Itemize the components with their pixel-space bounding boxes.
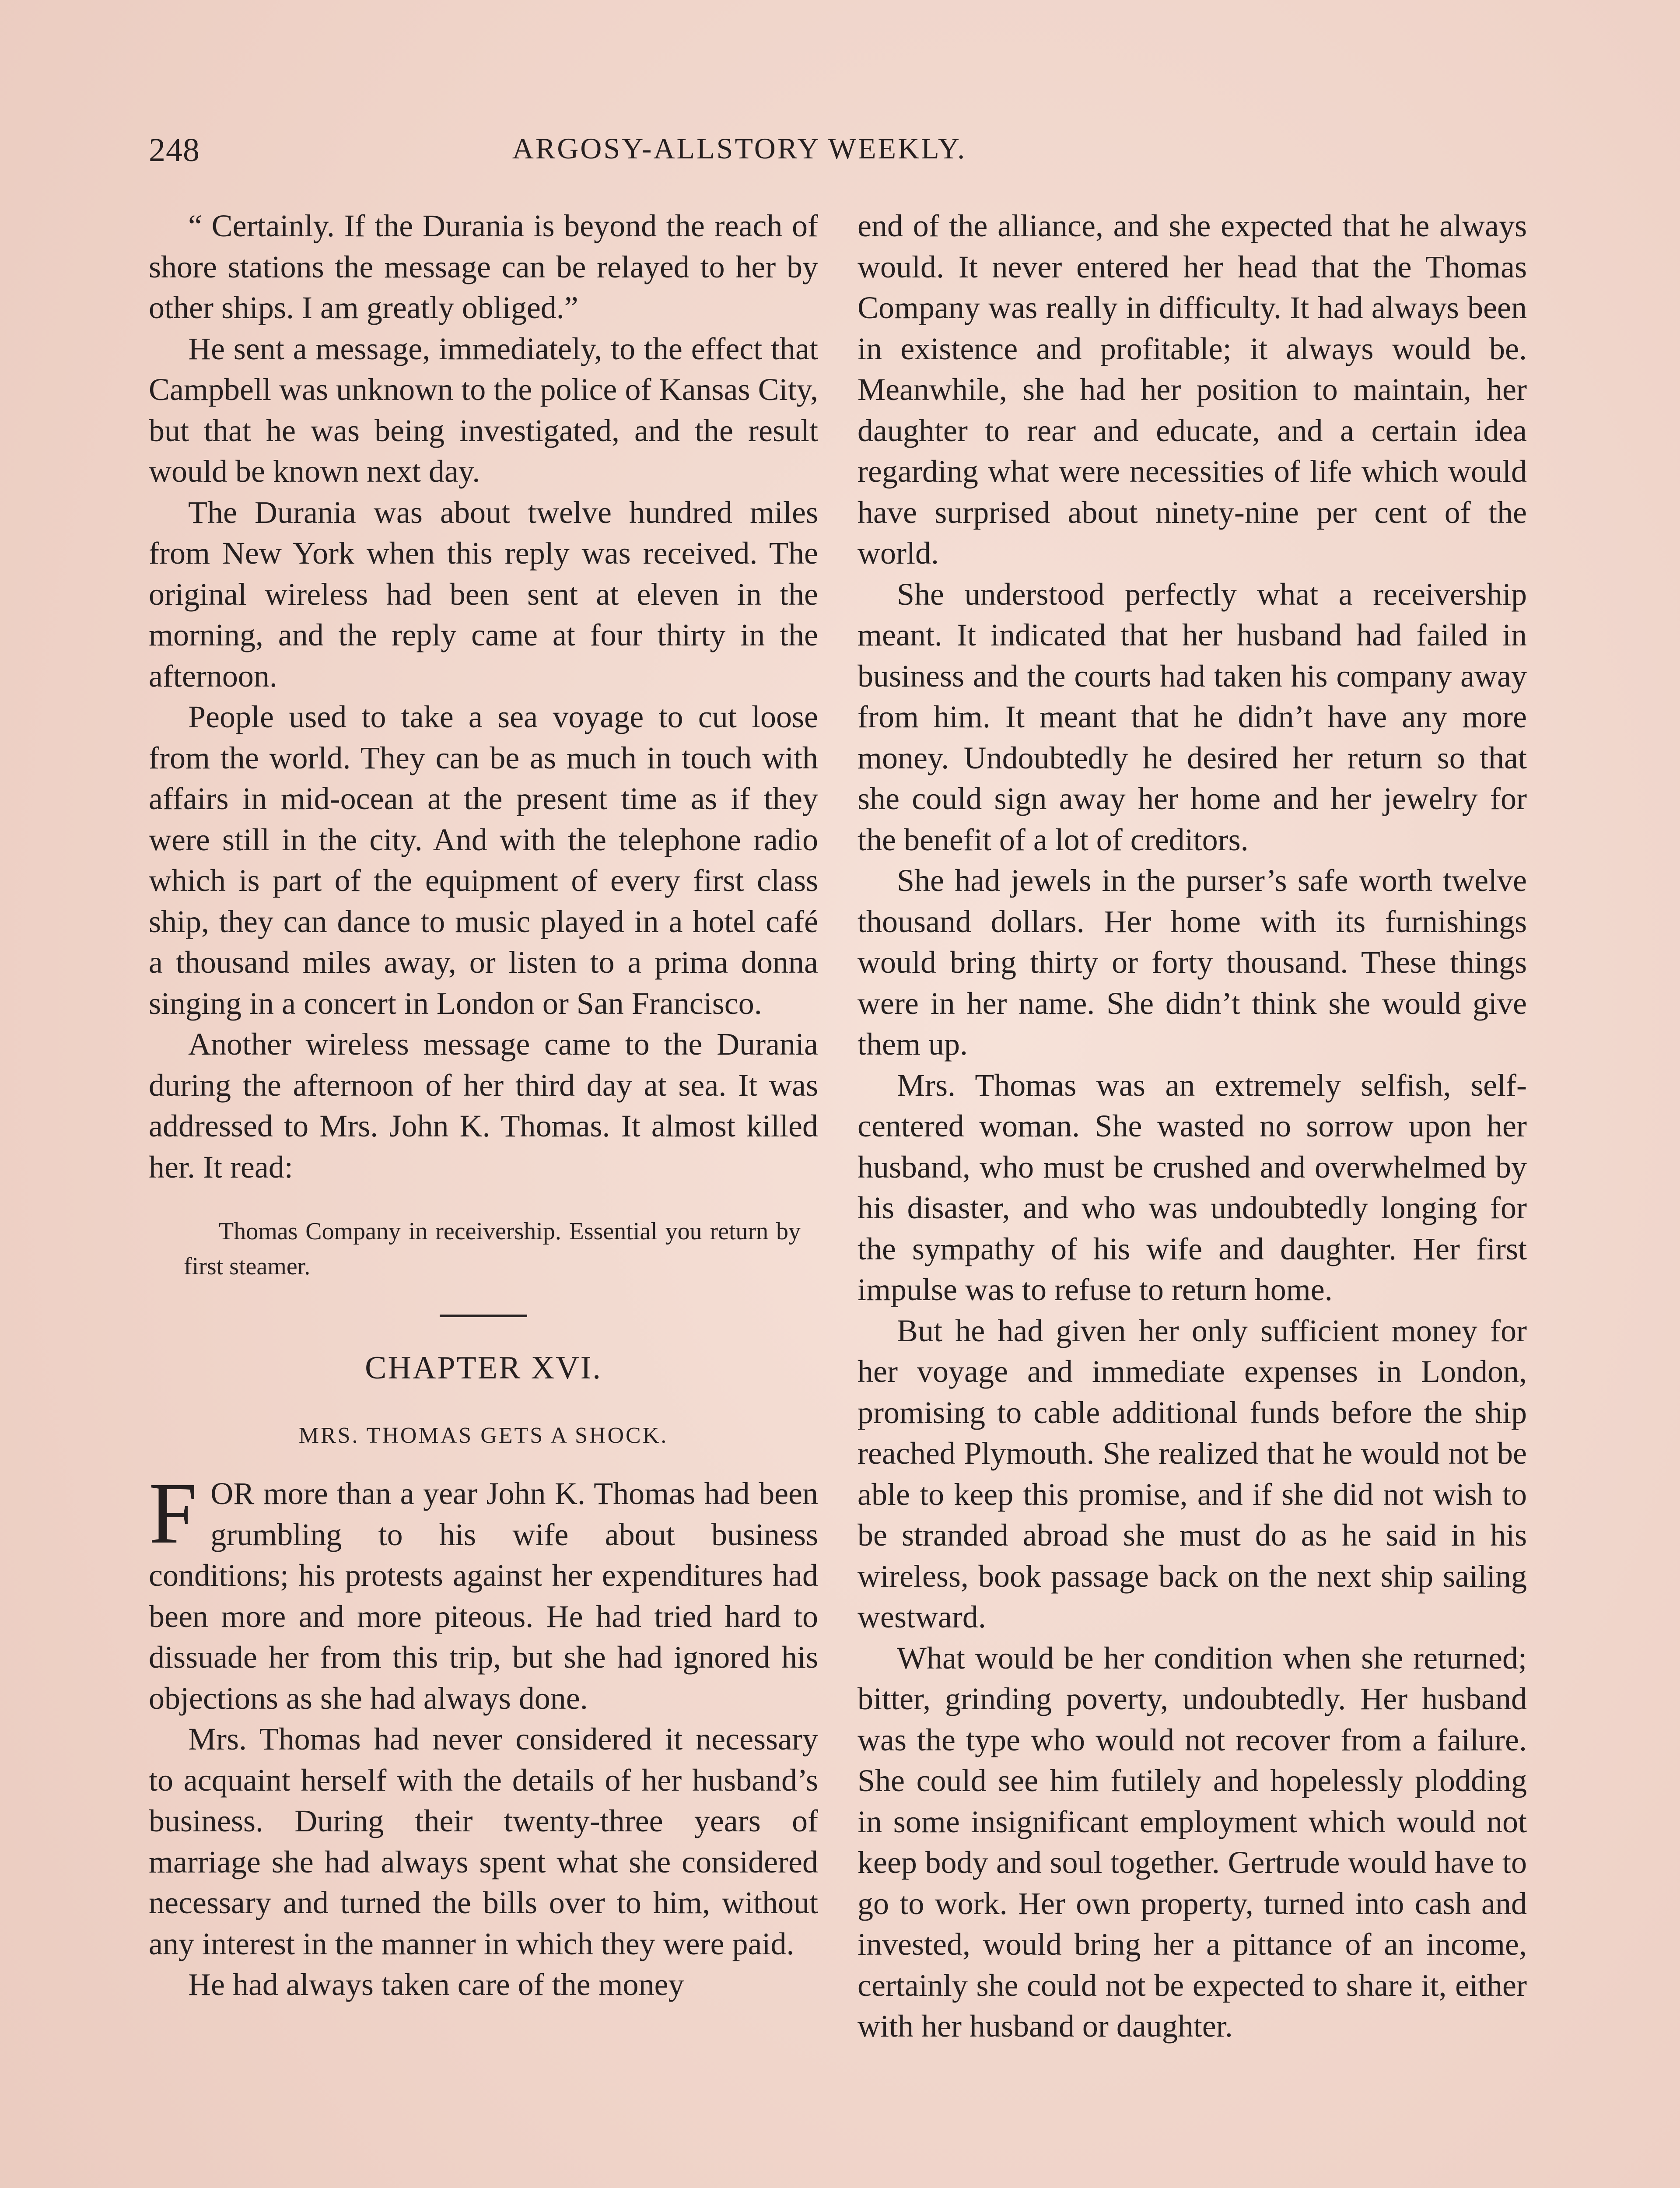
paragraph: People used to take a sea voyage to cut loose from the world. They can be as much in touch with affairs in mid-ocean at the present time as if they were still in the city. And with the telephone radio which is part of the equipment of every first class ship, they can dance to music played in a hotel café a thousand miles away, or listen to a prima donna singing in a concert in London or San Francisco. [149, 699, 818, 1021]
telegram-text: Thomas Company in receivership. Essential you return by first steamer. [184, 1218, 801, 1280]
page-header [149, 131, 1518, 184]
paragraph: “ Certainly. If the Durania is beyond the reach of shore stations the message can be relayed to her by other ships. I am greatly obliged.” [149, 208, 818, 325]
chapter-title: CHAPTER XVI. [365, 1350, 602, 1386]
paragraph: He had always taken care of the money [188, 1967, 684, 2002]
paragraph: She had jewels in the purser’s safe worth twelve thousand dollars. Her home with its furnishings would bring thirty or forty thousand. These things were in her name. She didn’t think she would give them up. [858, 863, 1527, 1062]
paragraph: Mrs. Thomas had never considered it necessary to acquaint herself with the details of her husband’s business. During their twenty-three years of marriage she had always spent what she considered necessary and turned the bills over to him, without any interest in the manner in which they were paid. [149, 1722, 818, 1961]
dropcap-paragraph [149, 1465, 818, 1719]
paragraph: What would be her condition when she returned; bitter, grinding poverty, undoubtedly. Her husband was the type who would not recover from a failure. She could see him futilely and hopelessly plodding in some insignificant employment which would not keep body and soul together. Gertrude would have to go to work. Her own property, turned into cash and invested, would bring her a pittance of an income, certainly she could not be expected to share it, either with her husband or daughter. [858, 1640, 1527, 2044]
section-divider [440, 1315, 527, 1317]
paragraph: But he had given her only sufficient money for her voyage and immediate expenses in London, promising to cable additional funds before the ship reached Plymouth. She realized that he would not be able to keep this promise, and if she did not wish to be stranded abroad she must do as he said in his wireless, book passage back on the next ship sailing westward. [858, 1313, 1527, 1634]
paragraph: She understood perfectly what a receivership meant. It indicated that her husband had failed in business and the courts had taken his company away from him. It meant that he didn’t have any more money. Undoubtedly he desired her return so that she could sign away her home and her jewelry for the benefit of a lot of creditors. [858, 576, 1527, 857]
paragraph: He sent a message, immediately, to the effect that Campbell was unknown to the police of Kansas City, but that he was being investigated, and the result would be known next day. [149, 331, 818, 489]
page-number: 248 [149, 132, 200, 168]
paragraph: Another wireless message came to the Durania during the afternoon of her third day at sea. It was addressed to Mrs. John K. Thomas. It almost killed her. It read: [149, 1027, 818, 1185]
paragraph: Mrs. Thomas was an extremely selfish, self-centered woman. She wasted no sorrow upon her husband, who must be crushed and overwhelmed by his disaster, and who was undoubtedly longing for the sympathy of his wife and daughter. Her first impulse was to refuse to return home. [858, 1067, 1527, 1307]
left-column [149, 206, 818, 2188]
dropcap-letter: F [149, 1465, 198, 1562]
right-column [858, 206, 1527, 2188]
paragraph: The Durania was about twelve hundred miles from New York when this reply was received. The original wireless had been sent at eleven in the morning, and the reply came at four thirty in the afternoon. [149, 494, 818, 694]
chapter-subtitle: MRS. THOMAS GETS A SHOCK. [298, 1423, 668, 1448]
running-title: ARGOSY-ALLSTORY WEEKLY. [512, 132, 967, 165]
paragraph: end of the alliance, and she expected that he always would. It never entered her head that the Thomas Company was really in difficulty. It had always been in existence and profitable; it always would be. Meanwhile, she had her position to maintain, her daughter to rear and educate, and a certain idea regarding what were necessities of life which would have surprised about ninety-nine per cent of the world. [858, 208, 1527, 571]
paragraph-text: OR more than a year John K. Thomas had been grumbling to his wife about business conditions; his protests against her expenditures had been more and more piteous. He had tried hard to dissuade her from this trip, but she had ignored his objections as she had always done. [149, 1476, 818, 1716]
